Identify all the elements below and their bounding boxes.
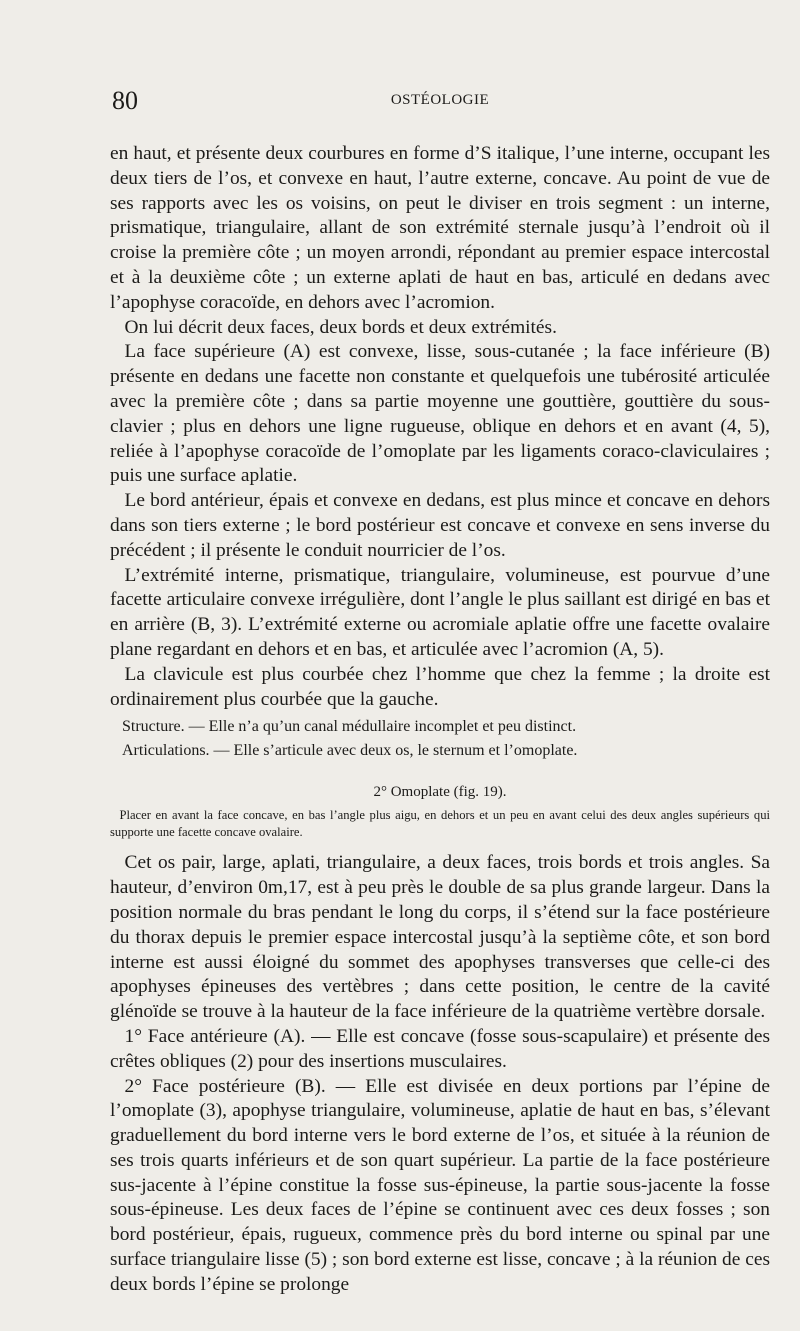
paragraph: L’extrémité interne, prismatique, triangulaire, volumineuse, est pourvue d’une facette articulaire convexe irrégulière, dont l’angle le plus saillant est dirigé en bas et en arrière (B, 3). L’extrémité externe ou acromiale aplatie offre une facette ovalaire plane regardant en dehors et en bas, et articulée avec l’acromion (A, 5). (110, 564, 770, 660)
paragraph: Le bord antérieur, épais et convexe en dedans, est plus mince et concave en dehors dans son tiers externe ; le bord postérieur est concave et convexe en sens inverse du précédent ; il présente le conduit nourricier de l’os. (110, 490, 770, 561)
placement-note: Placer en avant la face concave, en bas l’angle plus aigu, en dehors et un peu en avant celui des deux angles supérieurs qui supporte une facette concave ovalaire. (110, 808, 770, 840)
page-number: 80 (112, 86, 138, 115)
paragraph: Cet os pair, large, aplati, triangulaire, a deux faces, trois bords et trois angles. Sa hauteur, d’environ 0m,17, est à peu près le double de sa plus grande largeur. Dans la position normale du bras pendant le long du corps, il s’étend sur la face postérieure du thorax depuis le premier espace intercostal jusqu’à la septième côte, et son bord interne est aussi éloigné du sommet des apophyses transverses que celle-ci des apophyses épineuses des vertèbres ; dans cette position, le centre de la cavité glénoïde se trouve à la hauteur de la face inférieure de la quatrième vertèbre dorsale. (110, 852, 770, 1023)
running-title: OSTÉOLOGIE (390, 92, 490, 108)
section-heading: 2° Omoplate (fig. 19). (373, 784, 507, 801)
structure-note: Structure. — Elle n’a qu’un canal médullaire incomplet et peu distinct. (122, 718, 577, 736)
page-body (110, 142, 770, 1298)
articulations-note: Articulations. — Elle s’articule avec deux os, le sternum et l’omoplate. (122, 742, 578, 760)
page-header (110, 86, 770, 116)
paragraph: 2° Face postérieure (B). — Elle est divisée en deux portions par l’épine de l’omoplate (3), apophyse triangulaire, volumineuse, aplatie de haut en bas, s’élevant graduellement du bord interne vers le bord externe de l’os, et située à la réunion de ses trois quarts inférieurs et de son quart supérieur. La partie de la face postérieure sus-jacente à l’épine constitue la fosse sus-épineuse, la partie sous-jacente la fosse sous-épineuse. Les deux faces de l’épine se continuent avec ces deux fosses ; son bord postérieur, épais, rugueux, commence près du bord interne ou spinal par une surface triangulaire lisse (5) ; son bord externe est lisse, concave ; à la réunion de ces deux bords l’épine se prolonge (110, 1075, 770, 1295)
paragraph: La clavicule est plus courbée chez l’homme que chez la femme ; la droite est ordinairement plus courbée que la gauche. (110, 663, 770, 710)
paragraph: en haut, et présente deux courbures en forme d’S italique, l’une interne, occupant les deux tiers de l’os, et convexe en haut, l’autre externe, concave. Au point de vue de ses rapports avec les os voisins, on peut le diviser en trois segment : un interne, prismatique, triangulaire, allant de son extrémité sternale jusqu’à l’endroit où il croise la première côte ; un moyen arrondi, répondant au premier espace intercostal et à la deuxième côte ; un externe aplati de haut en bas, articulé en dedans avec l’apophyse coracoïde, en dehors avec l’acromion. (110, 143, 770, 313)
paragraph: On lui décrit deux faces, deux bords et deux extrémités. (124, 316, 557, 338)
paragraph: La face supérieure (A) est convexe, lisse, sous-cutanée ; la face inférieure (B) présente en dedans une facette non constante et quelquefois une tubérosité articulée avec la première côte ; dans sa partie moyenne une gouttière, gouttière du sous-clavier ; plus en dehors une ligne rugueuse, oblique en dehors et en avant (4, 5), reliée à l’apophyse coracoïde de l’omoplate par les ligaments coraco-claviculaires ; puis une surface aplatie. (110, 341, 770, 487)
paragraph: 1° Face antérieure (A). — Elle est concave (fosse sous-scapulaire) et présente des crêtes obliques (2) pour des insertions musculaires. (110, 1025, 770, 1072)
